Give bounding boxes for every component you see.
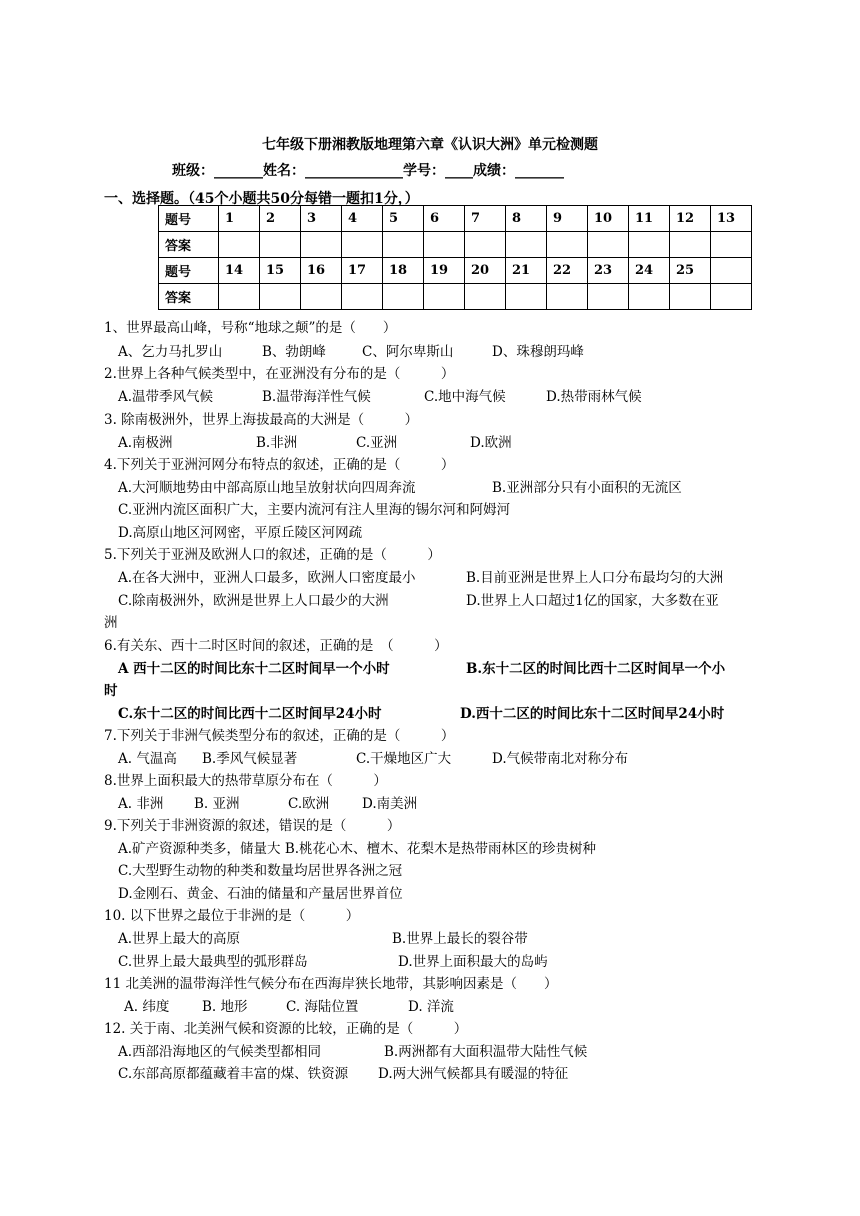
table-header-cell: 题号 <box>159 258 219 284</box>
option-d: D.世界上人口超过1亿的国家，大多数在亚 <box>466 593 719 609</box>
option-a: A、乞力马扎罗山 <box>118 344 223 360</box>
answer-cell[interactable] <box>711 284 752 310</box>
answer-cell[interactable] <box>342 232 383 258</box>
student-info-line: 班级：_______姓名：______________学号：____成绩：_______ <box>172 163 564 179</box>
table-cell <box>711 258 752 284</box>
option-b: B.世界上最长的裂谷带 <box>392 931 528 947</box>
option-b: B.东十二区的时间比西十二区时间早一个小 <box>466 661 726 677</box>
table-cell: 15 <box>260 258 301 284</box>
answer-cell[interactable] <box>219 284 260 310</box>
option-b: B.目前亚洲是世界上人口分布最均匀的大洲 <box>466 570 724 586</box>
answer-cell[interactable] <box>506 284 547 310</box>
answer-cell[interactable] <box>424 284 465 310</box>
table-cell: 4 <box>342 206 383 232</box>
answer-cell[interactable] <box>219 232 260 258</box>
answer-cell[interactable] <box>301 232 342 258</box>
option-b: B.温带海洋性气候 <box>262 389 371 405</box>
table-cell: 9 <box>547 206 588 232</box>
answer-cell[interactable] <box>383 232 424 258</box>
question-2: 2.世界上各种气候类型中，在亚洲没有分布的是（ ） <box>104 366 455 382</box>
table-cell: 3 <box>301 206 342 232</box>
table-cell: 7 <box>465 206 506 232</box>
table-cell: 22 <box>547 258 588 284</box>
option-d: D、珠穆朗玛峰 <box>492 344 584 360</box>
answer-cell[interactable] <box>465 284 506 310</box>
question-3: 3. 除南极洲外，世界上海拔最高的大洲是（ ） <box>104 412 419 428</box>
answer-cell[interactable] <box>547 284 588 310</box>
table-cell: 23 <box>588 258 629 284</box>
option-b: B. 地形 <box>202 999 248 1015</box>
option-a: A 西十二区的时间比东十二区时间早一个小时 <box>118 661 390 677</box>
option-c: C.干燥地区广大 <box>356 751 452 767</box>
option-d: D.南美洲 <box>362 796 418 812</box>
table-cell: 19 <box>424 258 465 284</box>
table-cell: 11 <box>629 206 670 232</box>
answer-cell[interactable] <box>629 232 670 258</box>
option-c: C.亚洲内流区面积广大，主要内流河有注人里海的锡尔河和阿姆河 <box>118 502 511 518</box>
option-a: A.南极洲 <box>118 435 173 451</box>
option-b: B.亚洲部分只有小面积的无流区 <box>492 480 682 496</box>
question-11: 11 北美洲的温带海洋性气候分布在西海岸狭长地带，其影响因素是（ ） <box>104 976 558 992</box>
option-a: A.世界上最大的高原 <box>118 931 241 947</box>
table-cell: 25 <box>670 258 711 284</box>
table-row <box>159 258 752 284</box>
table-row <box>159 284 752 310</box>
table-cell: 10 <box>588 206 629 232</box>
option-b: B. 亚洲 <box>194 796 240 812</box>
option-a: A.大河顺地势由中部高原山地呈放射状向四周奔流 <box>118 480 416 496</box>
answer-cell[interactable] <box>588 284 629 310</box>
option-a: A. 非洲 <box>118 796 164 812</box>
option-d-continued: 洲 <box>104 615 118 631</box>
option-c: C.大型野生动物的种类和数量均居世界各洲之冠 <box>118 863 403 879</box>
answer-cell[interactable] <box>670 232 711 258</box>
option-a: A.西部沿海地区的气候类型都相同 <box>118 1044 322 1060</box>
table-cell: 12 <box>670 206 711 232</box>
answer-cell[interactable] <box>629 284 670 310</box>
table-cell: 24 <box>629 258 670 284</box>
option-d: D.热带雨林气候 <box>546 389 642 405</box>
question-8: 8.世界上面积最大的热带草原分布在（ ） <box>104 773 387 789</box>
option-c: C、阿尔卑斯山 <box>362 344 454 360</box>
answer-cell[interactable] <box>383 284 424 310</box>
table-cell: 21 <box>506 258 547 284</box>
table-cell: 2 <box>260 206 301 232</box>
option-d: D.两大洲气候都具有暖湿的特征 <box>378 1066 569 1082</box>
table-cell: 8 <box>506 206 547 232</box>
question-7: 7.下列关于非洲气候类型分布的叙述，正确的是（ ） <box>104 728 455 744</box>
option-b: B.两洲都有大面积温带大陆性气候 <box>384 1044 588 1060</box>
option-c: C.东十二区的时间比西十二区时间早24小时 <box>118 706 382 722</box>
option-b: B、勃朗峰 <box>262 344 326 360</box>
table-row <box>159 206 752 232</box>
table-cell: 6 <box>424 206 465 232</box>
option-c: C.除南极洲外，欧洲是世界上人口最少的大洲 <box>118 593 389 609</box>
table-cell: 16 <box>301 258 342 284</box>
option-c: C.地中海气候 <box>424 389 506 405</box>
option-d: D.欧洲 <box>470 435 512 451</box>
answer-cell[interactable] <box>260 232 301 258</box>
option-d: D.气候带南北对称分布 <box>492 751 629 767</box>
option-a: A. 纬度 <box>124 999 170 1015</box>
option-c: C.东部高原都蕴藏着丰富的煤、铁资源 <box>118 1066 349 1082</box>
answer-cell[interactable] <box>465 232 506 258</box>
question-12: 12. 关于南、北美洲气候和资源的比较，正确的是（ ） <box>104 1021 468 1037</box>
question-6: 6.有关东、西十二时区时间的叙述，正确的是 （ ） <box>104 638 448 654</box>
answer-cell[interactable] <box>424 232 465 258</box>
option-b: B.非洲 <box>256 435 298 451</box>
answer-cell[interactable] <box>547 232 588 258</box>
question-1: 1、世界最高山峰，号称“地球之颠”的是（ ） <box>104 320 397 336</box>
answer-cell[interactable] <box>301 284 342 310</box>
table-header-cell: 答案 <box>159 232 219 258</box>
answer-cell[interactable] <box>588 232 629 258</box>
option-d: D. 洋流 <box>408 999 454 1015</box>
question-9: 9.下列关于非洲资源的叙述，错误的是（ ） <box>104 818 401 834</box>
option-c: C.欧洲 <box>288 796 330 812</box>
table-cell: 1 <box>219 206 260 232</box>
answer-cell[interactable] <box>260 284 301 310</box>
option-d: D.西十二区的时间比东十二区时间早24小时 <box>460 706 725 722</box>
option-b: B.季风气候显著 <box>202 751 298 767</box>
option-a: A. 气温高 <box>118 751 177 767</box>
table-cell: 18 <box>383 258 424 284</box>
section-heading: 一、选择题。（45个小题共50分每错一题扣1分，） <box>104 191 419 207</box>
option-d: D.世界上面积最大的岛屿 <box>398 954 548 970</box>
answer-cell[interactable] <box>670 284 711 310</box>
option-c: C.亚洲 <box>356 435 398 451</box>
option-d: D.高原山地区河网密，平原丘陵区河网疏 <box>118 525 363 541</box>
answer-cell[interactable] <box>342 284 383 310</box>
option-a: A.在各大洲中，亚洲人口最多，欧洲人口密度最小 <box>118 570 416 586</box>
answer-cell[interactable] <box>711 232 752 258</box>
option-b-continued: 时 <box>104 683 118 699</box>
option-a: A.温带季风气候 <box>118 389 214 405</box>
table-cell: 13 <box>711 206 752 232</box>
page-title: 七年级下册湘教版地理第六章《认识大洲》单元检测题 <box>262 137 598 153</box>
question-5: 5.下列关于亚洲及欧洲人口的叙述，正确的是（ ） <box>104 547 441 563</box>
answer-cell[interactable] <box>506 232 547 258</box>
table-cell: 14 <box>219 258 260 284</box>
table-header-cell: 题号 <box>159 206 219 232</box>
option-d: D.金刚石、黄金、石油的储量和产量居世界首位 <box>118 886 403 902</box>
question-4: 4.下列关于亚洲河网分布特点的叙述，正确的是（ ） <box>104 457 455 473</box>
answer-table <box>158 205 752 310</box>
table-cell: 5 <box>383 206 424 232</box>
table-cell: 20 <box>465 258 506 284</box>
table-header-cell: 答案 <box>159 284 219 310</box>
option-c: C. 海陆位置 <box>286 999 359 1015</box>
question-10: 10. 以下世界之最位于非洲的是（ ） <box>104 908 360 924</box>
table-cell: 17 <box>342 258 383 284</box>
table-row <box>159 232 752 258</box>
option-c: C.世界上最大最典型的弧形群岛 <box>118 954 308 970</box>
option-a-b: A.矿产资源种类多，储量大 B.桃花心木、檀木、花梨木是热带雨林区的珍贵树种 <box>118 841 597 857</box>
